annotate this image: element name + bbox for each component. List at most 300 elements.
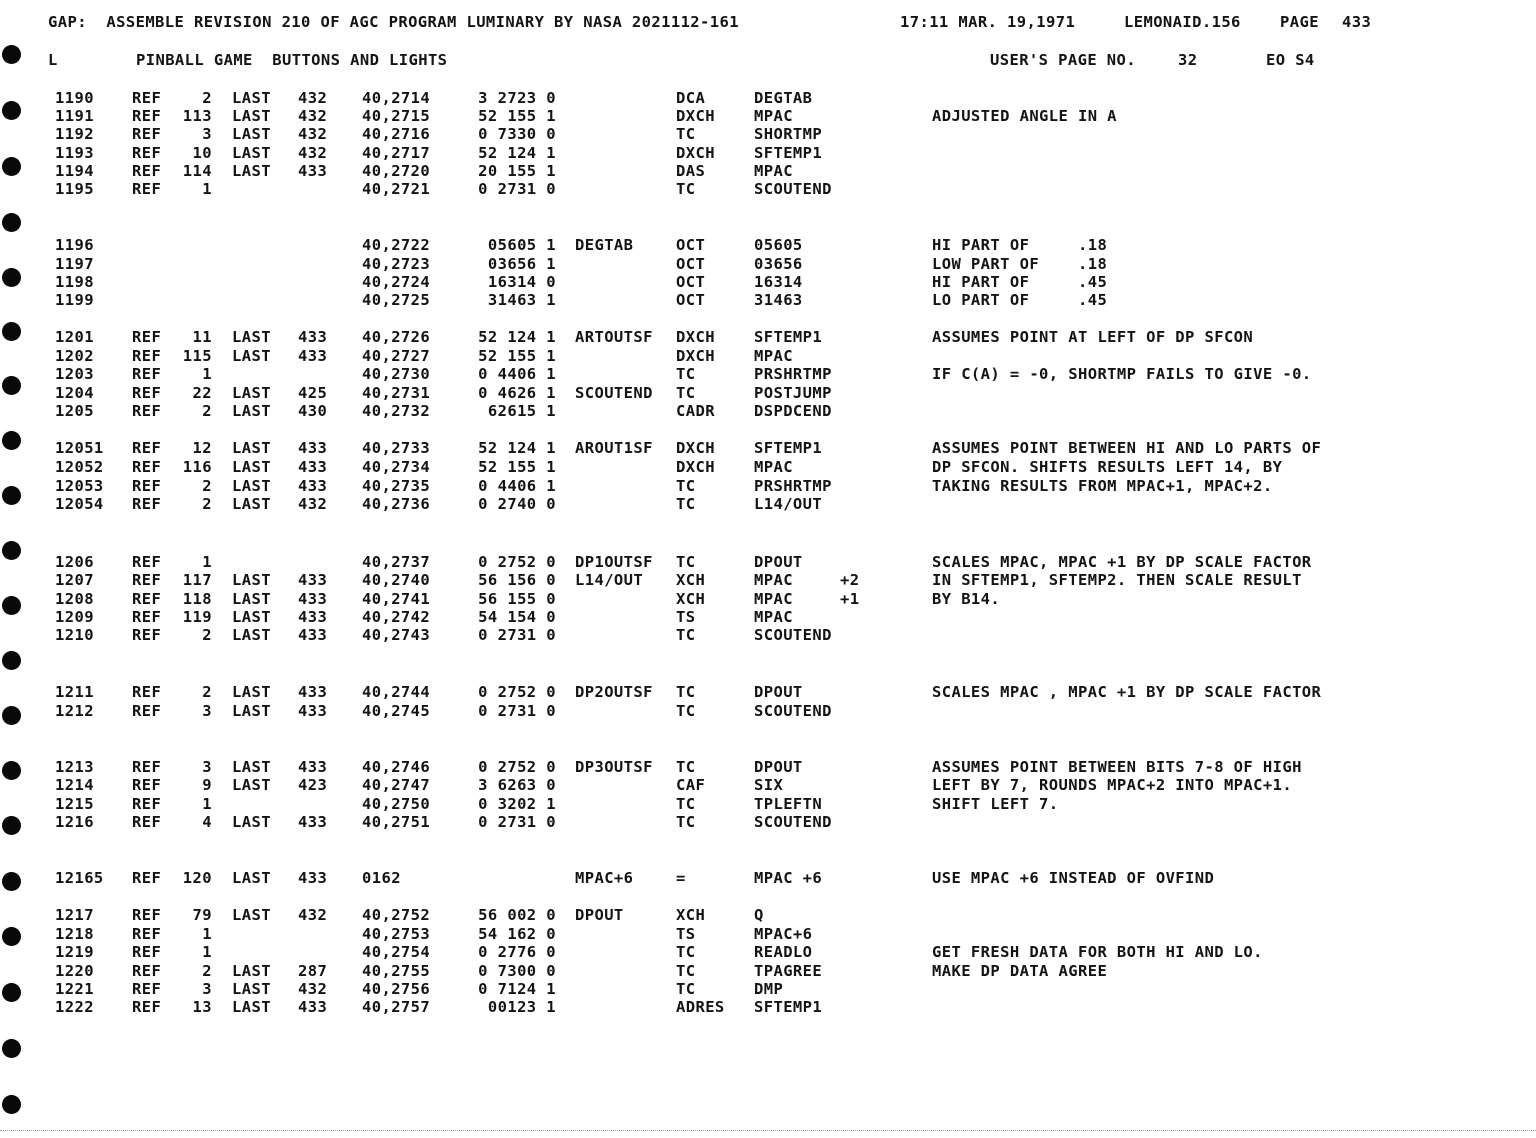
memory-address: 40,2717 bbox=[362, 144, 431, 162]
operand: DSPDCEND bbox=[754, 402, 832, 420]
ref-keyword: REF bbox=[132, 180, 162, 198]
last-page: 433 bbox=[298, 347, 328, 365]
ref-keyword: REF bbox=[132, 144, 162, 162]
octal-word: 0 4406 1 bbox=[478, 477, 556, 495]
operand: MPAC bbox=[754, 571, 793, 589]
operand: PRSHRTMP bbox=[754, 477, 832, 495]
memory-address: 40,2752 bbox=[362, 906, 431, 924]
memory-address: 40,2747 bbox=[362, 776, 431, 794]
last-keyword: LAST bbox=[232, 125, 271, 143]
ref-keyword: REF bbox=[132, 328, 162, 346]
comment: BY B14. bbox=[932, 590, 1001, 608]
last-keyword: LAST bbox=[232, 980, 271, 998]
octal-word: 52 155 1 bbox=[478, 107, 556, 125]
ref-count: 2 bbox=[202, 477, 212, 495]
line-number: 1192 bbox=[55, 125, 94, 143]
ref-keyword: REF bbox=[132, 626, 162, 644]
listing-row bbox=[0, 88, 1536, 108]
operand: READLO bbox=[754, 943, 813, 961]
operand-modifier: +1 bbox=[840, 590, 860, 608]
comment: LOW PART OF .18 bbox=[932, 255, 1108, 273]
listing-row bbox=[0, 401, 1536, 421]
last-page: 433 bbox=[298, 477, 328, 495]
last-page: 432 bbox=[298, 980, 328, 998]
operand: SCOUTEND bbox=[754, 702, 832, 720]
memory-address: 40,2755 bbox=[362, 962, 431, 980]
ref-count: 1 bbox=[202, 180, 212, 198]
users-page-number: 32 bbox=[1178, 51, 1198, 69]
last-keyword: LAST bbox=[232, 89, 271, 107]
ref-count: 119 bbox=[182, 608, 212, 626]
opcode: TC bbox=[676, 962, 696, 980]
comment: TAKING RESULTS FROM MPAC+1, MPAC+2. bbox=[932, 477, 1273, 495]
comment: LEFT BY 7, ROUNDS MPAC+2 INTO MPAC+1. bbox=[932, 776, 1293, 794]
opcode: DXCH bbox=[676, 328, 715, 346]
page-header bbox=[0, 12, 1536, 32]
operand: SCOUTEND bbox=[754, 813, 832, 831]
octal-word: 0 7124 1 bbox=[478, 980, 556, 998]
listing-row bbox=[0, 589, 1536, 609]
ref-count: 79 bbox=[192, 906, 212, 924]
memory-address: 40,2735 bbox=[362, 477, 431, 495]
opcode: TC bbox=[676, 495, 696, 513]
ref-keyword: REF bbox=[132, 906, 162, 924]
operand: PRSHRTMP bbox=[754, 365, 832, 383]
ref-count: 13 bbox=[192, 998, 212, 1016]
punch-hole-icon bbox=[2, 651, 21, 670]
memory-address: 40,2732 bbox=[362, 402, 431, 420]
octal-word: 3 2723 0 bbox=[478, 89, 556, 107]
listing-row bbox=[0, 346, 1536, 366]
octal-word: 0 2731 0 bbox=[478, 813, 556, 831]
symbol-label: DEGTAB bbox=[575, 236, 634, 254]
listing-row bbox=[0, 235, 1536, 255]
opcode: TC bbox=[676, 980, 696, 998]
ref-count: 1 bbox=[202, 795, 212, 813]
line-number: 1211 bbox=[55, 683, 94, 701]
ref-keyword: REF bbox=[132, 925, 162, 943]
line-number: 1199 bbox=[55, 291, 94, 309]
symbol-label: L14/OUT bbox=[575, 571, 644, 589]
listing-row bbox=[0, 794, 1536, 814]
octal-word: 0 2752 0 bbox=[478, 683, 556, 701]
octal-word: 0 2776 0 bbox=[478, 943, 556, 961]
ref-keyword: REF bbox=[132, 495, 162, 513]
listing-row bbox=[0, 701, 1536, 721]
line-number: 1196 bbox=[55, 236, 94, 254]
opcode: DXCH bbox=[676, 347, 715, 365]
octal-word: 62615 1 bbox=[487, 402, 556, 420]
ref-count: 2 bbox=[202, 495, 212, 513]
last-page: 432 bbox=[298, 107, 328, 125]
memory-address: 40,2731 bbox=[362, 384, 431, 402]
last-keyword: LAST bbox=[232, 758, 271, 776]
ref-count: 3 bbox=[202, 702, 212, 720]
memory-address: 40,2743 bbox=[362, 626, 431, 644]
ref-count: 1 bbox=[202, 365, 212, 383]
octal-word: 0 2740 0 bbox=[478, 495, 556, 513]
last-page: 433 bbox=[298, 702, 328, 720]
listing-row bbox=[0, 290, 1536, 310]
octal-word: 0 2731 0 bbox=[478, 180, 556, 198]
comment: SHIFT LEFT 7. bbox=[932, 795, 1059, 813]
octal-word: 0 2752 0 bbox=[478, 553, 556, 571]
operand: MPAC bbox=[754, 590, 793, 608]
octal-word: 31463 1 bbox=[487, 291, 556, 309]
octal-word: 52 124 1 bbox=[478, 144, 556, 162]
octal-word: 54 154 0 bbox=[478, 608, 556, 626]
comment: ASSUMES POINT AT LEFT OF DP SFCON bbox=[932, 328, 1254, 346]
ref-keyword: REF bbox=[132, 590, 162, 608]
last-page: 433 bbox=[298, 590, 328, 608]
opcode: XCH bbox=[676, 906, 706, 924]
memory-address: 40,2727 bbox=[362, 347, 431, 365]
comment: ASSUMES POINT BETWEEN HI AND LO PARTS OF bbox=[932, 439, 1322, 457]
comment: ADJUSTED ANGLE IN A bbox=[932, 107, 1117, 125]
octal-word: 03656 1 bbox=[487, 255, 556, 273]
punch-hole-icon bbox=[2, 1039, 21, 1058]
last-keyword: LAST bbox=[232, 328, 271, 346]
operand: DMP bbox=[754, 980, 784, 998]
ref-keyword: REF bbox=[132, 758, 162, 776]
memory-address: 40,2737 bbox=[362, 553, 431, 571]
last-page: 432 bbox=[298, 125, 328, 143]
listing-row bbox=[0, 979, 1536, 999]
opcode: DAS bbox=[676, 162, 706, 180]
operand: SCOUTEND bbox=[754, 626, 832, 644]
ref-keyword: REF bbox=[132, 943, 162, 961]
ref-keyword: REF bbox=[132, 439, 162, 457]
opcode: TC bbox=[676, 125, 696, 143]
memory-address: 40,2715 bbox=[362, 107, 431, 125]
listing-row bbox=[0, 997, 1536, 1017]
octal-word: 0 2731 0 bbox=[478, 626, 556, 644]
opcode: TC bbox=[676, 553, 696, 571]
page-label: PAGE bbox=[1280, 13, 1319, 31]
memory-address: 40,2742 bbox=[362, 608, 431, 626]
ref-count: 1 bbox=[202, 925, 212, 943]
last-keyword: LAST bbox=[232, 347, 271, 365]
listing-row bbox=[0, 942, 1536, 962]
line-number: 1201 bbox=[55, 328, 94, 346]
comment: IF C(A) = -0, SHORTMP FAILS TO GIVE -0. bbox=[932, 365, 1312, 383]
source-file: LEMONAID.156 bbox=[1124, 13, 1241, 31]
memory-address: 40,2750 bbox=[362, 795, 431, 813]
listing-row bbox=[0, 179, 1536, 199]
ref-keyword: REF bbox=[132, 571, 162, 589]
comment: DP SFCON. SHIFTS RESULTS LEFT 14, BY bbox=[932, 458, 1283, 476]
comment: ASSUMES POINT BETWEEN BITS 7-8 OF HIGH bbox=[932, 758, 1302, 776]
ref-count: 118 bbox=[182, 590, 212, 608]
comment: LO PART OF .45 bbox=[932, 291, 1108, 309]
opcode: TC bbox=[676, 813, 696, 831]
line-number: 1198 bbox=[55, 273, 94, 291]
memory-address: 40,2725 bbox=[362, 291, 431, 309]
last-keyword: LAST bbox=[232, 571, 271, 589]
symbol-label: DP1OUTSF bbox=[575, 553, 653, 571]
ref-keyword: REF bbox=[132, 365, 162, 383]
punch-hole-icon bbox=[2, 1095, 21, 1114]
last-page: 433 bbox=[298, 683, 328, 701]
last-keyword: LAST bbox=[232, 626, 271, 644]
last-page: 433 bbox=[298, 608, 328, 626]
last-keyword: LAST bbox=[232, 439, 271, 457]
section-title: PINBALL GAME BUTTONS AND LIGHTS bbox=[136, 51, 448, 69]
opcode: TC bbox=[676, 795, 696, 813]
print-timestamp: 17:11 MAR. 19,1971 bbox=[900, 13, 1076, 31]
listing-row bbox=[0, 161, 1536, 181]
octal-word: 16314 0 bbox=[487, 273, 556, 291]
opcode: OCT bbox=[676, 273, 706, 291]
line-number: 1209 bbox=[55, 608, 94, 626]
last-keyword: LAST bbox=[232, 107, 271, 125]
last-keyword: LAST bbox=[232, 495, 271, 513]
line-number: 1207 bbox=[55, 571, 94, 589]
operand: DPOUT bbox=[754, 758, 803, 776]
ref-count: 113 bbox=[182, 107, 212, 125]
symbol-label: ARTOUTSF bbox=[575, 328, 653, 346]
operand: MPAC bbox=[754, 608, 793, 626]
last-keyword: LAST bbox=[232, 962, 271, 980]
memory-address: 40,2740 bbox=[362, 571, 431, 589]
symbol-label: AROUT1SF bbox=[575, 439, 653, 457]
punch-hole-icon bbox=[2, 213, 21, 232]
listing-row bbox=[0, 476, 1536, 496]
operand: SFTEMP1 bbox=[754, 144, 823, 162]
ref-count: 10 bbox=[192, 144, 212, 162]
line-number: 12054 bbox=[55, 495, 104, 513]
last-page: 425 bbox=[298, 384, 328, 402]
ref-count: 9 bbox=[202, 776, 212, 794]
ref-count: 115 bbox=[182, 347, 212, 365]
memory-address: 40,2757 bbox=[362, 998, 431, 1016]
operand: 03656 bbox=[754, 255, 803, 273]
octal-word: 0 2752 0 bbox=[478, 758, 556, 776]
ref-keyword: REF bbox=[132, 776, 162, 794]
operand: SFTEMP1 bbox=[754, 328, 823, 346]
line-number: 1194 bbox=[55, 162, 94, 180]
line-number: 1205 bbox=[55, 402, 94, 420]
section-code: EO S4 bbox=[1266, 51, 1315, 69]
symbol-label: DP2OUTSF bbox=[575, 683, 653, 701]
last-keyword: LAST bbox=[232, 608, 271, 626]
listing-row bbox=[0, 552, 1536, 572]
opcode: DXCH bbox=[676, 107, 715, 125]
listing-row bbox=[0, 812, 1536, 832]
memory-address: 40,2723 bbox=[362, 255, 431, 273]
ref-keyword: REF bbox=[132, 384, 162, 402]
last-page: 433 bbox=[298, 813, 328, 831]
memory-address: 40,2734 bbox=[362, 458, 431, 476]
last-page: 433 bbox=[298, 162, 328, 180]
memory-address: 40,2733 bbox=[362, 439, 431, 457]
operand: 05605 bbox=[754, 236, 803, 254]
memory-address: 40,2722 bbox=[362, 236, 431, 254]
memory-address: 40,2721 bbox=[362, 180, 431, 198]
operand: MPAC bbox=[754, 107, 793, 125]
last-keyword: LAST bbox=[232, 813, 271, 831]
octal-word: 52 124 1 bbox=[478, 439, 556, 457]
ref-keyword: REF bbox=[132, 162, 162, 180]
last-keyword: LAST bbox=[232, 906, 271, 924]
line-number: 1210 bbox=[55, 626, 94, 644]
octal-word: 52 155 1 bbox=[478, 458, 556, 476]
operand: TPLEFTN bbox=[754, 795, 823, 813]
ref-keyword: REF bbox=[132, 458, 162, 476]
listing-row bbox=[0, 327, 1536, 347]
symbol-label: SCOUTEND bbox=[575, 384, 653, 402]
octal-word: 0 4406 1 bbox=[478, 365, 556, 383]
line-number: 1202 bbox=[55, 347, 94, 365]
line-number: 1195 bbox=[55, 180, 94, 198]
ref-keyword: REF bbox=[132, 107, 162, 125]
operand: 31463 bbox=[754, 291, 803, 309]
memory-address: 40,2753 bbox=[362, 925, 431, 943]
opcode: CAF bbox=[676, 776, 706, 794]
last-page: 433 bbox=[298, 571, 328, 589]
last-page: 433 bbox=[298, 439, 328, 457]
listing-row bbox=[0, 570, 1536, 590]
operand-modifier: +2 bbox=[840, 571, 860, 589]
comment: IN SFTEMP1, SFTEMP2. THEN SCALE RESULT bbox=[932, 571, 1302, 589]
comment: HI PART OF .45 bbox=[932, 273, 1108, 291]
line-number: 1215 bbox=[55, 795, 94, 813]
ref-keyword: REF bbox=[132, 683, 162, 701]
octal-word: 20 155 1 bbox=[478, 162, 556, 180]
operand: DPOUT bbox=[754, 683, 803, 701]
listing-row bbox=[0, 457, 1536, 477]
memory-address: 40,2724 bbox=[362, 273, 431, 291]
opcode: = bbox=[676, 869, 686, 887]
octal-word: 0 3202 1 bbox=[478, 795, 556, 813]
ref-count: 11 bbox=[192, 328, 212, 346]
comment: GET FRESH DATA FOR BOTH HI AND LO. bbox=[932, 943, 1263, 961]
ref-keyword: REF bbox=[132, 125, 162, 143]
line-number: 1213 bbox=[55, 758, 94, 776]
operand: SIX bbox=[754, 776, 784, 794]
ref-keyword: REF bbox=[132, 962, 162, 980]
ref-count: 1 bbox=[202, 553, 212, 571]
last-keyword: LAST bbox=[232, 162, 271, 180]
line-number: 1216 bbox=[55, 813, 94, 831]
opcode: TC bbox=[676, 683, 696, 701]
operand: MPAC+6 bbox=[754, 925, 813, 943]
operand: SHORTMP bbox=[754, 125, 823, 143]
ref-count: 4 bbox=[202, 813, 212, 831]
operand: DPOUT bbox=[754, 553, 803, 571]
ref-keyword: REF bbox=[132, 813, 162, 831]
operand: MPAC bbox=[754, 162, 793, 180]
operand: TPAGREE bbox=[754, 962, 823, 980]
memory-address: 40,2730 bbox=[362, 365, 431, 383]
last-page: 432 bbox=[298, 906, 328, 924]
last-page: 433 bbox=[298, 626, 328, 644]
last-page: 433 bbox=[298, 328, 328, 346]
ref-count: 2 bbox=[202, 89, 212, 107]
ref-count: 2 bbox=[202, 402, 212, 420]
listing-row bbox=[0, 364, 1536, 384]
last-keyword: LAST bbox=[232, 402, 271, 420]
line-number: 12051 bbox=[55, 439, 104, 457]
memory-address: 40,2741 bbox=[362, 590, 431, 608]
opcode: TC bbox=[676, 943, 696, 961]
comment: SCALES MPAC, MPAC +1 BY DP SCALE FACTOR bbox=[932, 553, 1312, 571]
last-keyword: LAST bbox=[232, 477, 271, 495]
octal-word: 56 156 0 bbox=[478, 571, 556, 589]
symbol-label: DP3OUTSF bbox=[575, 758, 653, 776]
listing-row bbox=[0, 607, 1536, 627]
ref-count: 3 bbox=[202, 125, 212, 143]
octal-word: 0 2731 0 bbox=[478, 702, 556, 720]
ref-keyword: REF bbox=[132, 89, 162, 107]
line-number: 1220 bbox=[55, 962, 94, 980]
ref-keyword: REF bbox=[132, 402, 162, 420]
listing-row bbox=[0, 124, 1536, 144]
memory-address: 40,2736 bbox=[362, 495, 431, 513]
memory-address: 40,2756 bbox=[362, 980, 431, 998]
listing-row bbox=[0, 494, 1536, 514]
operand: SFTEMP1 bbox=[754, 439, 823, 457]
comment: SCALES MPAC , MPAC +1 BY DP SCALE FACTOR bbox=[932, 683, 1322, 701]
memory-address: 40,2714 bbox=[362, 89, 431, 107]
octal-word: 0 7300 0 bbox=[478, 962, 556, 980]
line-number: 1191 bbox=[55, 107, 94, 125]
operand: SFTEMP1 bbox=[754, 998, 823, 1016]
ref-keyword: REF bbox=[132, 347, 162, 365]
ref-count: 117 bbox=[182, 571, 212, 589]
ref-keyword: REF bbox=[132, 795, 162, 813]
line-number: 1206 bbox=[55, 553, 94, 571]
line-number: 1218 bbox=[55, 925, 94, 943]
listing-row bbox=[0, 438, 1536, 458]
ref-count: 2 bbox=[202, 962, 212, 980]
line-number: 1222 bbox=[55, 998, 94, 1016]
ref-keyword: REF bbox=[132, 608, 162, 626]
last-page: 432 bbox=[298, 89, 328, 107]
memory-address: 40,2720 bbox=[362, 162, 431, 180]
ref-keyword: REF bbox=[132, 553, 162, 571]
octal-word: 54 162 0 bbox=[478, 925, 556, 943]
last-page: 433 bbox=[298, 998, 328, 1016]
ref-keyword: REF bbox=[132, 477, 162, 495]
line-number: 1208 bbox=[55, 590, 94, 608]
opcode: OCT bbox=[676, 291, 706, 309]
ref-keyword: REF bbox=[132, 980, 162, 998]
line-number: 1203 bbox=[55, 365, 94, 383]
last-page: 432 bbox=[298, 144, 328, 162]
memory-address: 40,2716 bbox=[362, 125, 431, 143]
page-number: 433 bbox=[1342, 13, 1372, 31]
octal-word: 00123 1 bbox=[487, 998, 556, 1016]
opcode: XCH bbox=[676, 590, 706, 608]
last-page: 430 bbox=[298, 402, 328, 420]
listing-row bbox=[0, 682, 1536, 702]
opcode: CADR bbox=[676, 402, 715, 420]
page-subheader bbox=[0, 50, 1536, 70]
ref-count: 116 bbox=[182, 458, 212, 476]
octal-word: 05605 1 bbox=[487, 236, 556, 254]
ref-count: 3 bbox=[202, 758, 212, 776]
line-number: 1217 bbox=[55, 906, 94, 924]
memory-address: 0162 bbox=[362, 869, 401, 887]
opcode: TC bbox=[676, 758, 696, 776]
ref-keyword: REF bbox=[132, 702, 162, 720]
last-keyword: LAST bbox=[232, 869, 271, 887]
opcode: TC bbox=[676, 365, 696, 383]
last-keyword: LAST bbox=[232, 458, 271, 476]
listing-row bbox=[0, 383, 1536, 403]
operand: SCOUTEND bbox=[754, 180, 832, 198]
